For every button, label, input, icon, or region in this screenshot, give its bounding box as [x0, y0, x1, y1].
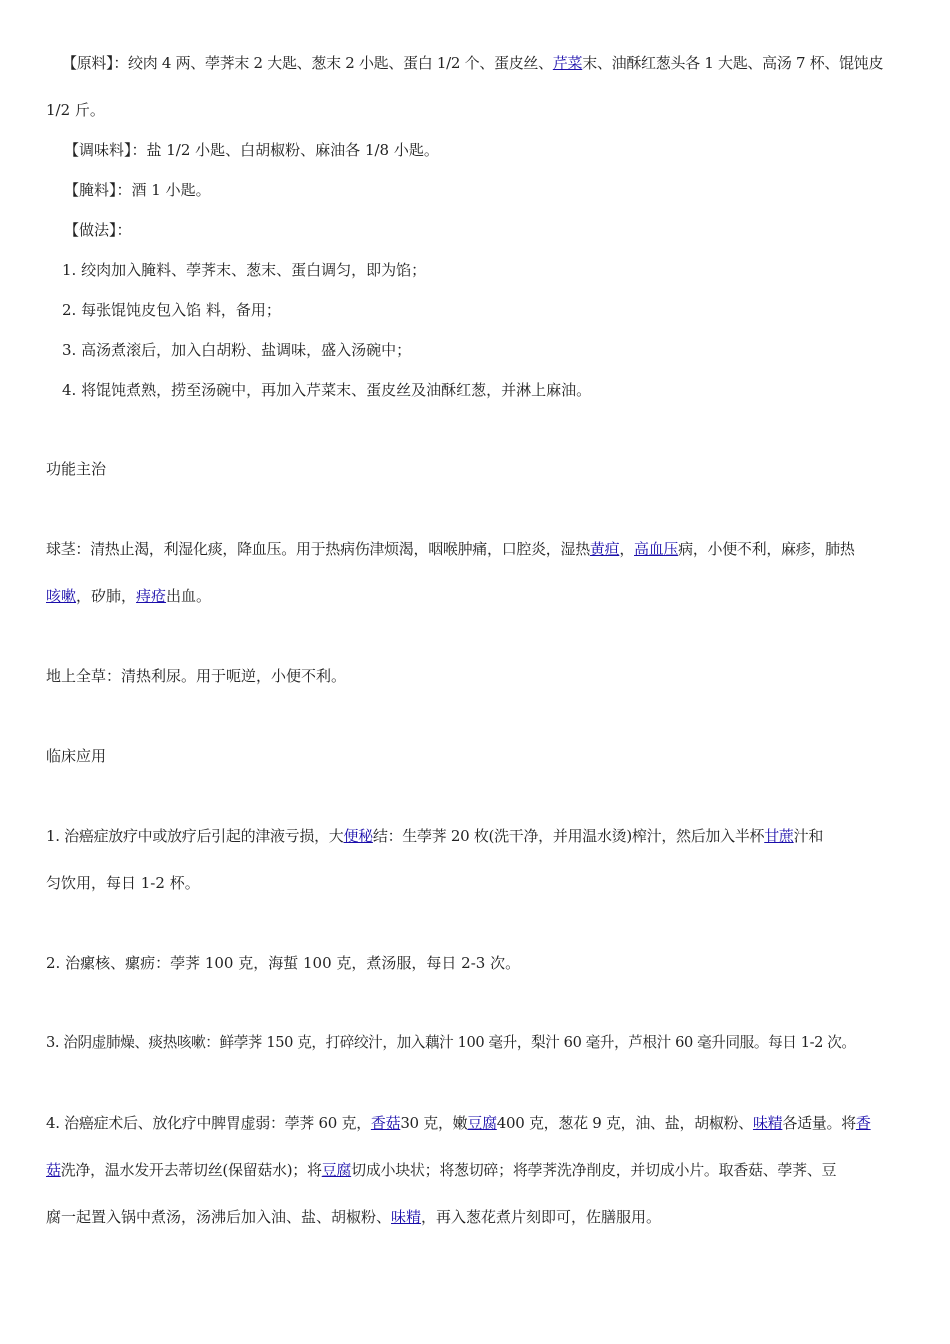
item4-text-3: 400 克，葱花 9 克，油、盐，胡椒粉、 [496, 1114, 753, 1132]
link-msg-2[interactable]: 味精 [391, 1208, 422, 1226]
herb-line: 地上全草：清热利尿。用于呃逆，小便不利。 [46, 667, 347, 685]
method-step-1: 1. 绞肉加入腌料、荸荠末、葱末、蛋白调匀，即为馅； [62, 261, 427, 279]
link-hemorrhoids[interactable]: 痔疮 [136, 587, 167, 605]
link-mushroom-2a[interactable]: 香 [855, 1114, 871, 1132]
bulb-text-3: ，矽肺， [76, 587, 137, 605]
clinical-item-1-line-2: 匀饮用，每日 1-2 杯。 [46, 874, 200, 892]
link-sugarcane[interactable]: 甘蔗 [764, 827, 794, 845]
link-mushroom-2b[interactable]: 菇 [46, 1161, 61, 1179]
link-tofu-2[interactable]: 豆腐 [321, 1161, 352, 1179]
item4-text-2: 30 克，嫩 [400, 1114, 468, 1132]
marinade-line: 【腌料】：酒 1 小匙。 [64, 181, 211, 199]
link-cough[interactable]: 咳嗽 [46, 587, 77, 605]
bulb-text-4: 出血。 [166, 587, 212, 605]
clinical-item-4-line-1 [46, 1113, 871, 1133]
link-mushroom[interactable]: 香菇 [370, 1114, 401, 1132]
clinical-item-3: 3. 治阴虚肺燥、痰热咳嗽：鲜荸荠 150 克，打碎绞汁，加入藕汁 100 毫升，梨汁 60 毫升，芦根汁 60 毫升同服。每日 1-2 次。 [46, 1034, 856, 1051]
bulb-line-2 [46, 586, 211, 606]
item4-text-4: 各适量。将 [782, 1114, 856, 1132]
clinical-heading: 临床应用 [46, 747, 107, 765]
link-msg[interactable]: 味精 [752, 1114, 783, 1132]
clinical-item-1-line-1 [46, 826, 823, 846]
item4-text-7: 腐一起置入锅中煮汤，汤沸后加入油、盐、胡椒粉、 [46, 1208, 392, 1226]
bulb-sep: ， [619, 540, 635, 558]
bulb-text: 球茎：清热止渴，利湿化痰，降血压。用于热病伤津烦渴，咽喉肿痛，口腔炎，湿热 [46, 540, 590, 558]
link-tofu[interactable]: 豆腐 [467, 1114, 497, 1132]
link-celery[interactable]: 芹菜 [552, 54, 583, 72]
item1-text-2: 结：生荸荠 20 枚(洗干净，并用温水烫)榨汁，然后加入半杯 [372, 827, 765, 845]
ingredients-label: 【原料】 [62, 54, 114, 72]
bulb-text-2: 病，小便不利，麻疹，肺热 [678, 540, 855, 558]
item1-text: 1. 治癌症放疗中或放疗后引起的津液亏损，大 [46, 827, 344, 845]
method-title: 【做法】： [64, 221, 132, 239]
ingredients-text: ：绞肉 4 两、荸荠末 2 大匙、葱末 2 小匙、蛋白 1/2 个、蛋皮丝、 [113, 54, 553, 72]
item1-text-3: 汁和 [793, 827, 824, 845]
ingredients-text-2: 末、油酥红葱头各 1 大匙、高汤 7 杯、馄饨皮 [582, 54, 884, 72]
item4-text-8: ，再入葱花煮片刻即可，佐膳服用。 [421, 1208, 662, 1226]
clinical-item-2: 2. 治瘰核、瘰疬：荸荠 100 克，海蜇 100 克，煮汤服，每日 2-3 次。 [46, 954, 521, 972]
method-step-2: 2. 每张馄饨皮包入馅 料，备用； [62, 301, 281, 319]
ingredients-line-2: 1/2 斤。 [46, 101, 105, 119]
clinical-item-4-line-3 [46, 1207, 661, 1227]
method-step-3: 3. 高汤煮滚后，加入白胡粉、盐调味，盛入汤碗中； [62, 341, 412, 359]
link-constipation[interactable]: 便秘 [343, 827, 373, 845]
seasoning-line: 【调味料】：盐 1/2 小匙、白胡椒粉、麻油各 1/8 小匙。 [64, 141, 439, 159]
item4-text-5: 洗净，温水发开去蒂切丝(保留菇水)；将 [60, 1161, 322, 1179]
link-hypertension[interactable]: 高血压 [634, 540, 679, 558]
functions-heading: 功能主治 [46, 460, 107, 478]
item4-text-6: 切成小块状；将葱切碎；将荸荠洗净削皮，并切成小片。取香菇、荸荠、豆 [351, 1161, 837, 1179]
bulb-line-1 [46, 539, 855, 559]
link-jaundice[interactable]: 黄疸 [589, 540, 620, 558]
item4-text: 4. 治癌症术后、放化疗中脾胃虚弱：荸荠 60 克， [46, 1114, 371, 1132]
clinical-item-4-line-2 [46, 1160, 836, 1180]
ingredients-line [62, 53, 883, 73]
method-step-4: 4. 将馄饨煮熟，捞至汤碗中，再加入芹菜末、蛋皮丝及油酥红葱，并淋上麻油。 [62, 381, 592, 399]
